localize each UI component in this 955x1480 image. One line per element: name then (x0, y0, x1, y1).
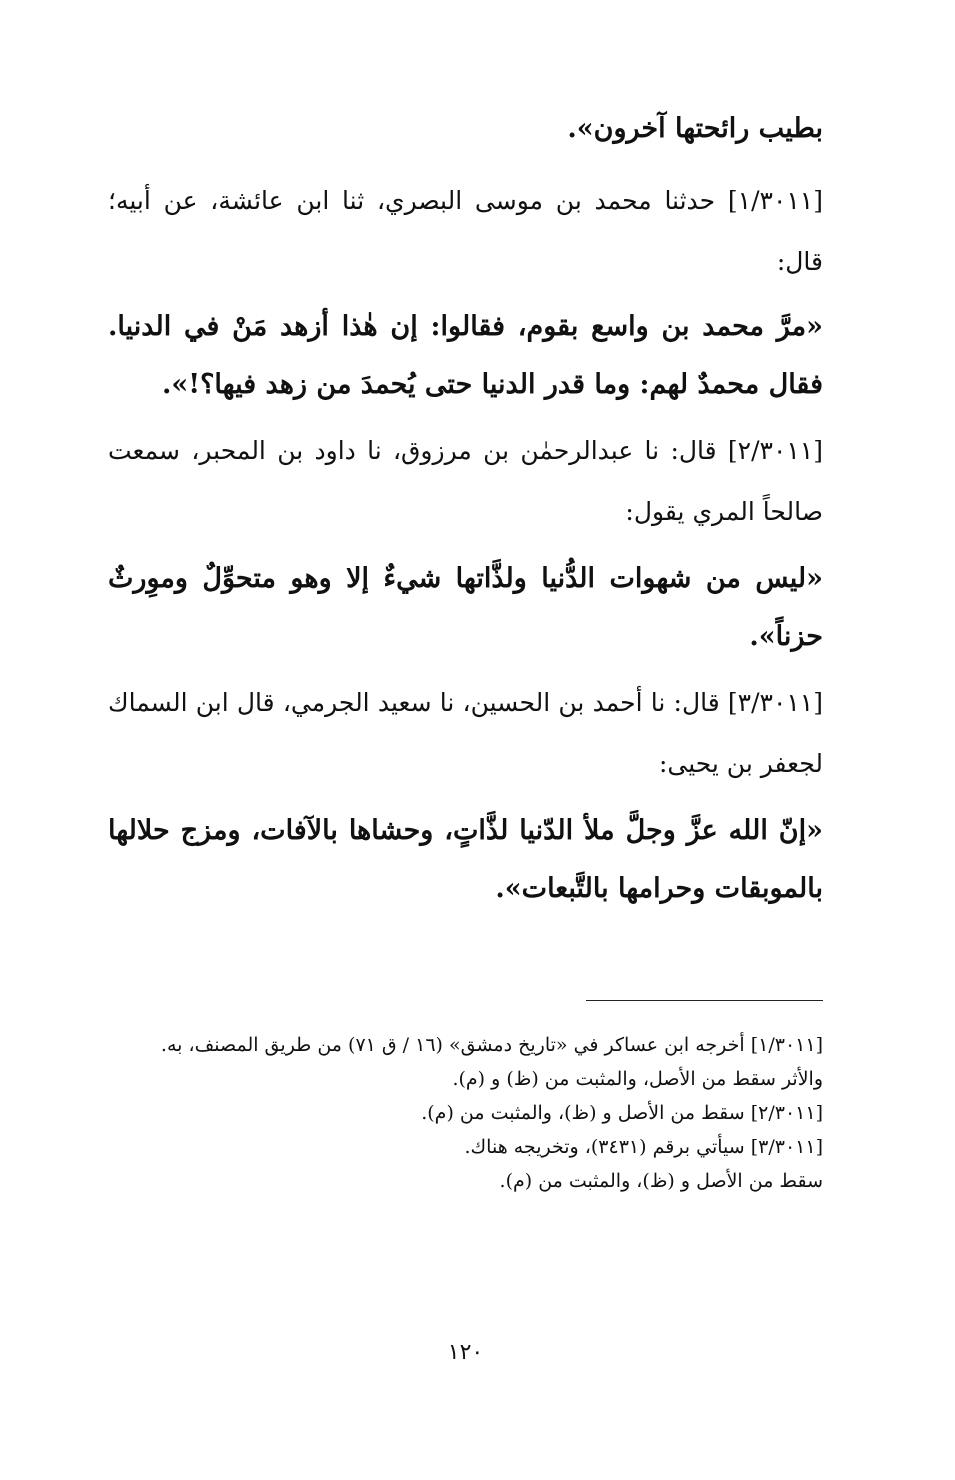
footnote-1-note: والأثر سقط من الأصل، والمثبت من (ظ) و (م). (452, 1068, 823, 1090)
continuation-text: بطيب رائحتها آخرون». (567, 113, 823, 144)
footnote-3: [٣/٣٠١١] سيأتي برقم (٣٤٣١)، وتخريجه هناك. (464, 1136, 823, 1158)
footnote-1: [١/٣٠١١] أخرجه ابن عساكر في «تاريخ دمشق» (١٦ / ق ٧١) من طريق المصنف، به. (160, 1034, 823, 1056)
footnote-2: [٢/٣٠١١] سقط من الأصل و (ظ)، والمثبت من (م). (421, 1102, 823, 1124)
quote-3: «إنّ الله عزَّ وجلَّ ملأ الدّنيا لذَّاتٍ، وحشاها بالآفات، ومزج حلالها بالموبقات وحرامها بالتَّبعات». (108, 815, 823, 904)
quote-2: «ليس من شهوات الدُّنيا ولذَّاتها شيءٌ إلا وهو متحوِّلٌ وموِرثٌ حزناً». (108, 563, 823, 652)
page-number: ١٢٠ (447, 1340, 484, 1365)
narration-1: [١/٣٠١١] حدثنا محمد بن موسى البصري، ثنا ابن عائشة، عن أبيه؛ قال: (108, 186, 823, 276)
footnote-3-note: سقط من الأصل و (ظ)، والمثبت من (م). (499, 1170, 823, 1192)
page-body (108, 100, 823, 1460)
footnote-divider (586, 1000, 823, 1001)
narration-2: [٢/٣٠١١] قال: نا عبدالرحمٰن بن مرزوق، نا داود بن المحبر، سمعت صالحاً المري يقول: (108, 436, 823, 526)
narration-3: [٣/٣٠١١] قال: نا أحمد بن الحسين، نا سعيد الجرمي، قال ابن السماك لجعفر بن يحيى: (108, 688, 823, 778)
footnotes (108, 1028, 823, 1198)
quote-1: «مرَّ محمد بن واسع بقوم، فقالوا: إن هٰذا أزهد مَنْ في الدنيا. فقال محمدٌ لهم: وما قدر الدنيا حتى يُحمدَ من زهد فيها؟!». (108, 311, 823, 400)
